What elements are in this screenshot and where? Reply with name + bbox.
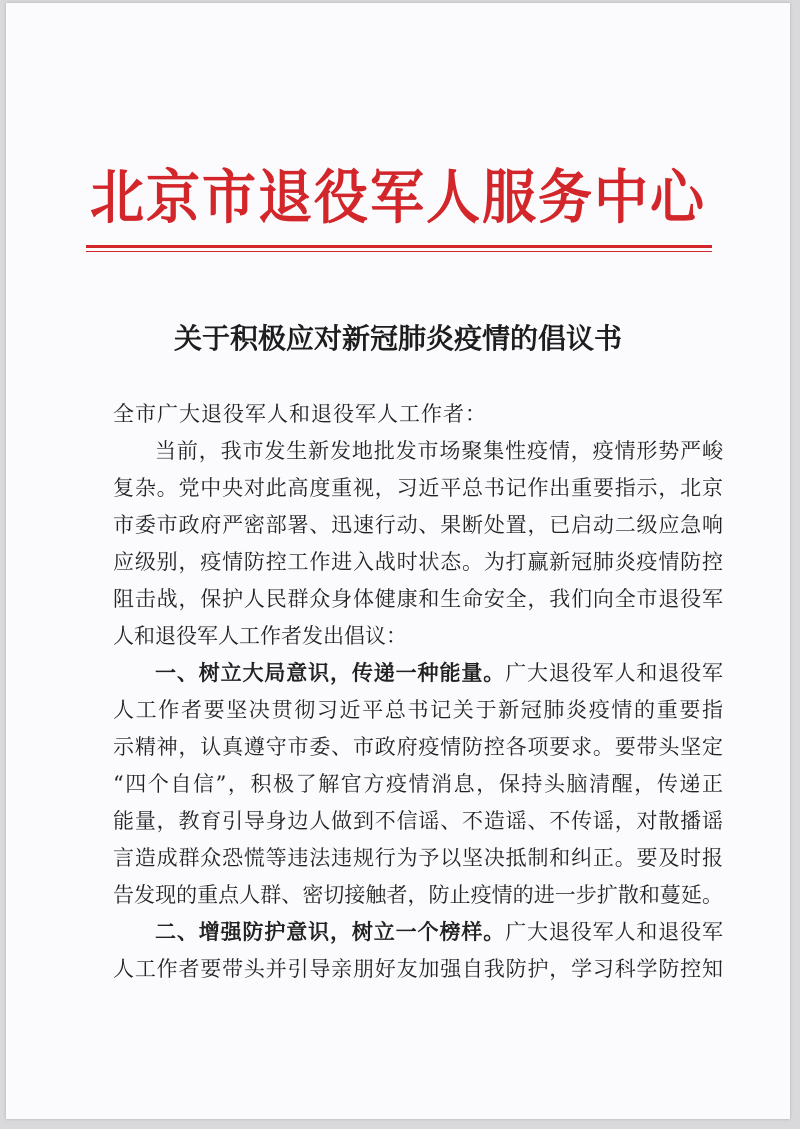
masthead-red-rule [86,245,712,248]
document-body [113,396,723,988]
salutation: 全市广大退役军人和退役军人工作者： [113,402,487,426]
paragraph-line: 复杂。党中央对此高度重视，习近平总书记作出重要指示，北京 [113,476,723,500]
paragraph-line: 当前，我市发生新发地批发市场聚集性疫情，疫情形势严峻 [155,439,723,463]
document-title: 关于积极应对新冠肺炎疫情的倡议书 [173,322,622,355]
masthead-org-name: 北京市退役军人服务中心 [90,163,706,232]
section-1-heading: 一、树立大局意识，传递一种能量。 [155,661,506,685]
paragraph-line: 示精神，认真遵守市委、市政府疫情防控各项要求。要带头坚定 [113,735,723,759]
paragraph-line: 阻击战，保护人民群众身体健康和生命安全，我们向全市退役军 [113,587,723,611]
masthead-red-rule-thin [86,251,712,252]
paragraph-line: “四个自信”，积极了解官方疫情消息，保持头脑清醒，传递正 [113,772,723,796]
section-2-heading: 二、增强防护意识，树立一个榜样。 [155,920,506,944]
paragraph-line: 能量，教育引导身边人做到不信谣、不造谣、不传谣，对散播谣 [113,809,723,833]
section-1-lead-text: 广大退役军人和退役军 [505,661,724,685]
paragraph-line: 言造成群众恐慌等违法违规行为予以坚决抵制和纠正。要及时报 [113,846,723,870]
section-1-first-line [113,655,723,692]
paragraph-line: 告发现的重点人群、密切接触者，防止疫情的进一步扩散和蔓延。 [113,883,723,907]
document-page [6,3,790,1119]
paragraph-line: 应级别，疫情防控工作进入战时状态。为打赢新冠肺炎疫情防控 [113,550,723,574]
section-2-first-line [113,914,723,951]
section-2-lead-text: 广大退役军人和退役军 [505,920,724,944]
paragraph-line: 人工作者要坚决贯彻习近平总书记关于新冠肺炎疫情的重要指 [113,698,723,722]
paragraph-line: 市委市政府严密部署、迅速行动、果断处置，已启动二级应急响 [113,513,723,537]
paragraph-line: 人和退役军人工作者发出倡议： [113,624,407,648]
paragraph-line: 人工作者要带头并引导亲朋好友加强自我防护，学习科学防控知 [113,957,723,981]
